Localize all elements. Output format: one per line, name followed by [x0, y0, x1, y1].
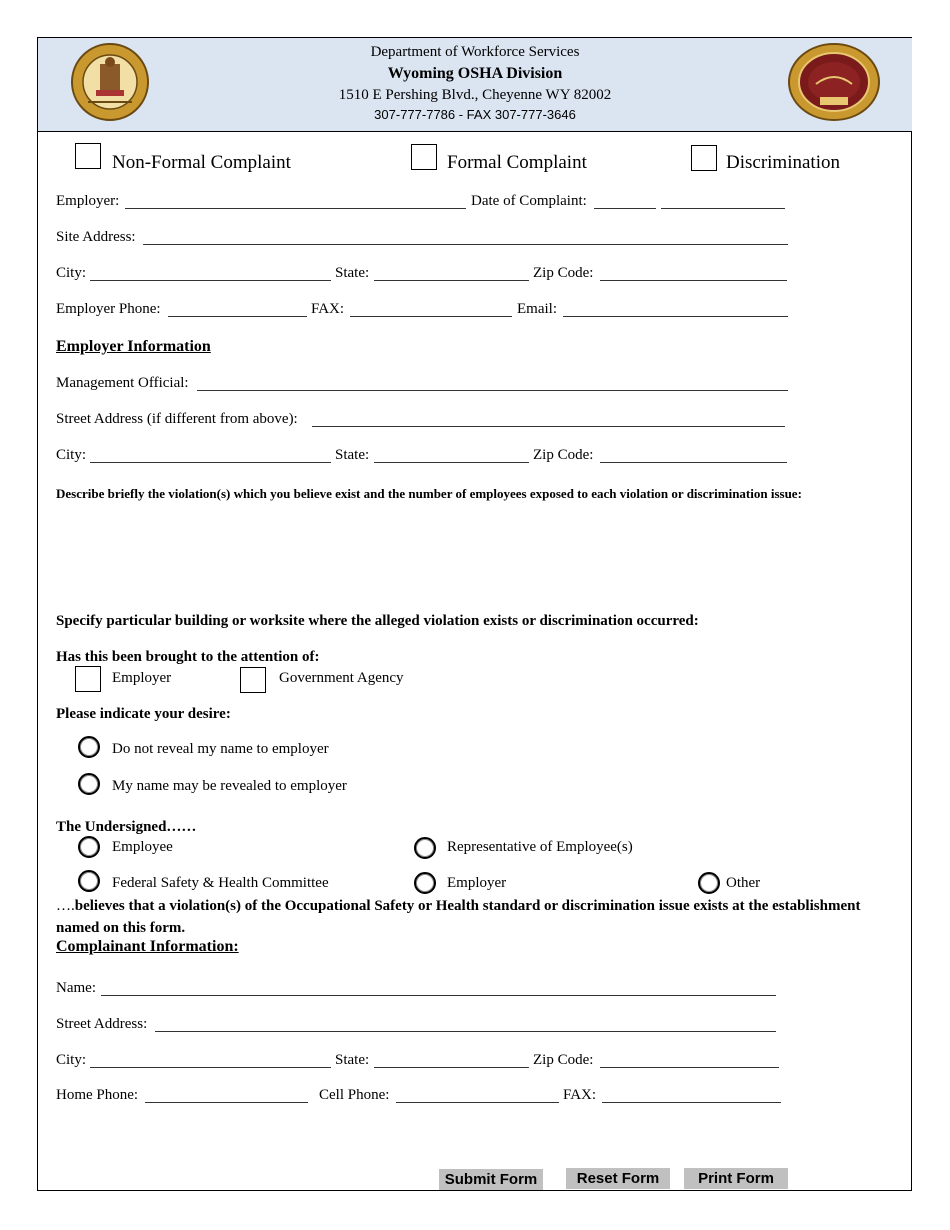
- do-not-reveal-radio[interactable]: [78, 736, 100, 758]
- undersigned-heading: The Undersigned……: [56, 819, 197, 835]
- desire-question: Please indicate your desire:: [56, 706, 231, 722]
- fax-field[interactable]: [350, 316, 512, 317]
- management-official-field[interactable]: [197, 390, 788, 391]
- management-official-label: Management Official:: [56, 375, 189, 391]
- state-field-2[interactable]: [374, 462, 529, 463]
- non-formal-complaint-checkbox[interactable]: [75, 143, 101, 169]
- believes-statement: [56, 895, 901, 939]
- date-of-complaint-label: Date of Complaint:: [471, 193, 587, 209]
- cell-phone-label: Cell Phone:: [319, 1087, 390, 1103]
- formal-complaint-label: Formal Complaint: [447, 152, 587, 173]
- believes-prefix: ….: [56, 898, 75, 914]
- believes-text: believes that a violation(s) of the Occupational Safety or Health standard or discrimination issue exists at the establishment named on this form.: [56, 898, 861, 936]
- discrimination-label: Discrimination: [726, 152, 840, 173]
- email-label: Email:: [517, 301, 557, 317]
- zip-label: Zip Code:: [533, 265, 594, 281]
- specify-building-field[interactable]: [56, 632, 888, 646]
- department-name: Department of Workforce Services: [370, 44, 580, 60]
- non-formal-complaint-label: Non-Formal Complaint: [112, 152, 291, 173]
- employer-field[interactable]: [125, 208, 466, 209]
- city-field[interactable]: [90, 280, 331, 281]
- fax-label: FAX:: [311, 301, 345, 317]
- complainant-fax-field[interactable]: [602, 1102, 781, 1103]
- undersigned-federal-radio[interactable]: [78, 870, 100, 892]
- complainant-information-heading: Complainant Information:: [56, 938, 239, 955]
- zip-label-3: Zip Code:: [533, 1052, 594, 1068]
- date-of-complaint-field[interactable]: [594, 208, 656, 209]
- employer-label: Employer:: [56, 193, 120, 209]
- workforce-services-logo: [786, 42, 882, 122]
- city-field-3[interactable]: [90, 1067, 331, 1068]
- state-field-3[interactable]: [374, 1067, 529, 1068]
- specify-building-label: Specify particular building or worksite where the alleged violation exists or discrimination occurred:: [56, 613, 699, 629]
- form-header: [38, 38, 912, 132]
- undersigned-other-radio[interactable]: [698, 872, 720, 894]
- site-address-field[interactable]: [143, 244, 788, 245]
- undersigned-other-label: Other: [726, 875, 761, 891]
- undersigned-employee-label: Employee: [112, 839, 173, 855]
- state-label-3: State:: [335, 1052, 370, 1068]
- undersigned-employer-radio[interactable]: [414, 872, 436, 894]
- may-reveal-radio[interactable]: [78, 773, 100, 795]
- city-label-3: City:: [56, 1052, 87, 1068]
- name-field[interactable]: [101, 995, 776, 996]
- zip-field[interactable]: [600, 280, 787, 281]
- describe-violation-textarea[interactable]: [56, 504, 888, 600]
- attention-government-checkbox[interactable]: [240, 667, 266, 693]
- submit-form-button[interactable]: Submit Form: [439, 1169, 543, 1190]
- home-phone-label: Home Phone:: [56, 1087, 139, 1103]
- employer-phone-label: Employer Phone:: [56, 301, 161, 317]
- state-seal-logo: [70, 42, 150, 122]
- date-of-complaint-field-2[interactable]: [661, 208, 785, 209]
- phone-fax: 307-777-7786 - FAX 307-777-3646: [374, 107, 576, 122]
- zip-label-2: Zip Code:: [533, 447, 594, 463]
- print-form-button[interactable]: Print Form: [684, 1168, 788, 1189]
- describe-violation-label: Describe briefly the violation(s) which you believe exist and the number of employees exposed to each violation or discrimination issue:: [56, 486, 802, 501]
- employer-phone-field[interactable]: [168, 316, 307, 317]
- formal-complaint-checkbox[interactable]: [411, 144, 437, 170]
- home-phone-field[interactable]: [145, 1102, 308, 1103]
- street-address-label: Street Address:: [56, 1016, 148, 1032]
- attention-employer-label: Employer: [112, 670, 172, 686]
- city-label-2: City:: [56, 447, 87, 463]
- cell-phone-field[interactable]: [396, 1102, 559, 1103]
- attention-question: Has this been brought to the attention of:: [56, 649, 320, 665]
- state-field[interactable]: [374, 280, 529, 281]
- email-field[interactable]: [563, 316, 788, 317]
- attention-employer-checkbox[interactable]: [75, 666, 101, 692]
- state-label-2: State:: [335, 447, 370, 463]
- complainant-fax-label: FAX:: [563, 1087, 597, 1103]
- street-address-field[interactable]: [155, 1031, 776, 1032]
- undersigned-federal-label: Federal Safety & Health Committee: [112, 875, 329, 891]
- may-reveal-label: My name may be revealed to employer: [112, 778, 347, 794]
- reset-form-button[interactable]: Reset Form: [566, 1168, 670, 1189]
- name-label: Name:: [56, 980, 96, 996]
- undersigned-employee-radio[interactable]: [78, 836, 100, 858]
- discrimination-checkbox[interactable]: [691, 145, 717, 171]
- employer-information-heading: Employer Information: [56, 338, 211, 355]
- undersigned-representative-radio[interactable]: [414, 837, 436, 859]
- undersigned-representative-label: Representative of Employee(s): [447, 839, 633, 855]
- division-name: Wyoming OSHA Division: [387, 65, 563, 82]
- city-field-2[interactable]: [90, 462, 331, 463]
- zip-field-3[interactable]: [600, 1067, 779, 1068]
- city-label: City:: [56, 265, 87, 281]
- street-address-different-label: Street Address (if different from above):: [56, 411, 298, 427]
- state-label: State:: [335, 265, 370, 281]
- zip-field-2[interactable]: [600, 462, 787, 463]
- do-not-reveal-label: Do not reveal my name to employer: [112, 741, 329, 757]
- undersigned-employer-label: Employer: [447, 875, 507, 891]
- address: 1510 E Pershing Blvd., Cheyenne WY 82002: [338, 87, 612, 103]
- site-address-label: Site Address:: [56, 229, 136, 245]
- attention-government-label: Government Agency: [279, 670, 404, 686]
- street-address-different-field[interactable]: [312, 426, 785, 427]
